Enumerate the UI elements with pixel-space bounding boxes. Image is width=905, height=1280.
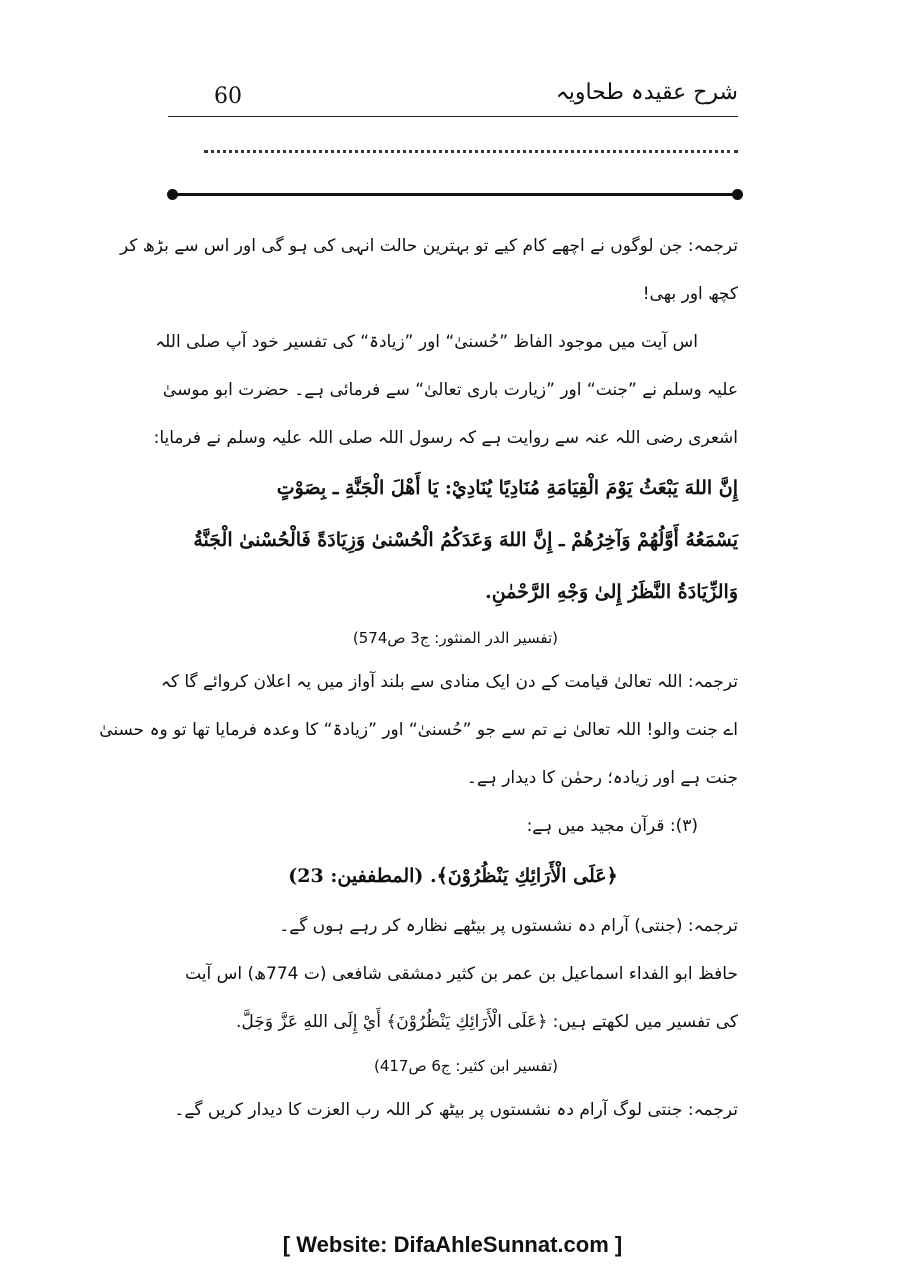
arabic-hadith-line: وَالزِّيَادَةُ النَّظَرُ إِلىٰ وَجْهِ الرَّحْمٰنِ. bbox=[485, 581, 738, 603]
body-line: کی تفسیر میں لکھتے ہیں: ﴿عَلَى الْأَرَائِكِ يَنْظُرُوْنَ﴾ أَيْ إِلَى اللهِ عَزَّ وَجَلَّ. bbox=[236, 1012, 738, 1032]
divider-dot-left bbox=[167, 189, 178, 200]
book-title: شرح عقیدہ طحاویہ bbox=[555, 80, 738, 105]
translation-line: ترجمہ: جنتی لوگ آرام دہ نشستوں پر بیٹھ کر اللہ رب العزت کا دیدار کریں گے۔ bbox=[174, 1100, 738, 1120]
section-divider bbox=[172, 193, 738, 196]
dotted-separator bbox=[204, 150, 738, 153]
divider-dot-right bbox=[732, 189, 743, 200]
arabic-hadith-line: يَسْمَعُهُ أَوَّلُهُمْ وَآخِرُهُمْ ـ إِنَّ اللهَ وَعَدَكُمُ الْحُسْنىٰ وَزِيَادَةً فَالْحُسْنىٰ الْجَنَّةُ bbox=[193, 529, 738, 551]
quran-verse: ﴿عَلَى الْأَرَائِكِ يَنْظُرُوْنَ﴾. (المطففین: 23) bbox=[288, 865, 618, 887]
translation-line: کچھ اور بھی! bbox=[642, 284, 738, 304]
reference-citation: (تفسیر ابن کثیر: ج6 ص417) bbox=[373, 1057, 558, 1075]
page-header bbox=[168, 80, 738, 116]
website-footer: [ Website: DifaAhleSunnat.com ] bbox=[282, 1232, 623, 1257]
page-content bbox=[99, 222, 738, 1134]
translation-line: جنت ہے اور زیادہ؛ رحمٰن کا دیدار ہے۔ bbox=[466, 768, 738, 788]
body-line: علیہ وسلم نے ”جنت“ اور ”زیارت باری تعالیٰ“ سے فرمائی ہے۔ حضرت ابو موسیٰ bbox=[162, 380, 738, 400]
body-line: حافظ ابو الفداء اسماعیل بن عمر بن کثیر دمشقی شافعی (ت 774ھ) اس آیت bbox=[185, 964, 738, 984]
translation-line: ترجمہ: اللہ تعالیٰ قیامت کے دن ایک منادی سے بلند آواز میں یہ اعلان کروائے گا کہ bbox=[160, 672, 738, 692]
reference-citation: (تفسیر الدر المنثور: ج3 ص574) bbox=[352, 629, 558, 647]
translation-line: ترجمہ: جن لوگوں نے اچھے کام کیے تو بہترین حالت انہی کی ہو گی اور اس سے بڑھ کر bbox=[120, 236, 738, 256]
translation-line: ترجمہ: (جنتی) آرام دہ نشستوں پر بیٹھے نظارہ کر رہے ہوں گے۔ bbox=[279, 916, 738, 936]
body-line: (۳): قرآن مجید میں ہے: bbox=[526, 816, 698, 836]
translation-line: اے جنت والو! اللہ تعالیٰ نے تم سے جو ”حُسنیٰ“ اور ”زیادۃ“ کا وعدہ فرمایا تھا تو وہ حسنیٰ bbox=[99, 720, 738, 740]
body-line: اشعری رضی اللہ عنہ سے روایت ہے کہ رسول اللہ صلی اللہ علیہ وسلم نے فرمایا: bbox=[153, 428, 738, 448]
header-rule bbox=[168, 116, 738, 117]
page-number: 60 bbox=[214, 84, 242, 109]
arabic-hadith-line: إِنَّ اللهَ يَبْعَثُ يَوْمَ الْقِيَامَةِ مُنَادِيًا يُنَادِيْ: يَا أَهْلَ الْجَنَّةِ ـ بِصَوْتٍ bbox=[276, 477, 738, 499]
body-line: اس آیت میں موجود الفاظ ”حُسنیٰ“ اور ”زیادۃ“ کی تفسیر خود آپ صلی اللہ bbox=[155, 332, 698, 352]
